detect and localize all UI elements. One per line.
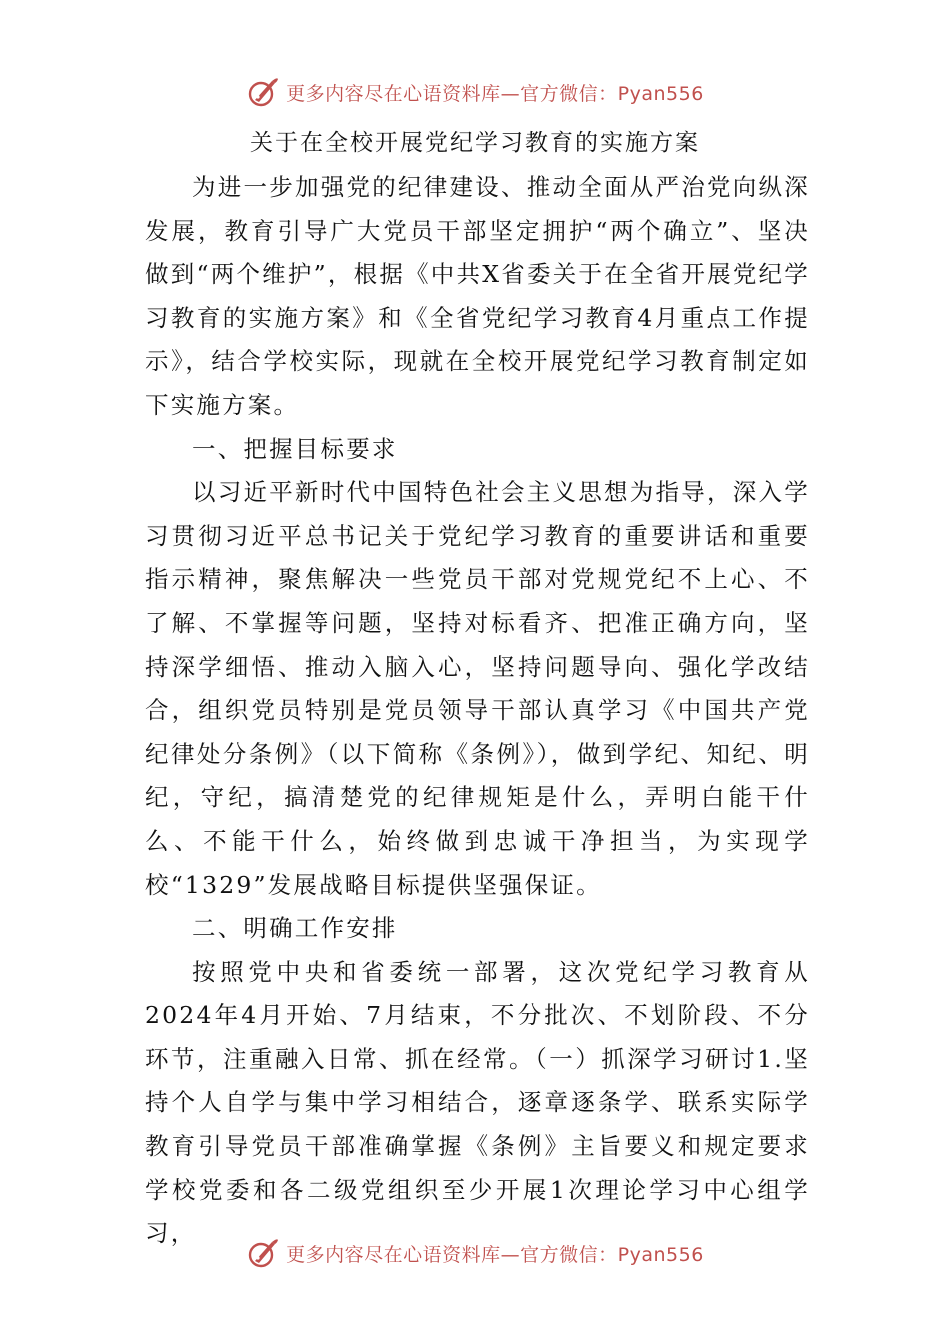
paragraph-section-1: 以习近平新时代中国特色社会主义思想为指导，深入学习贯彻习近平总书记关于党纪学习教育的重要讲话和重要指示精神，聚焦解决一些党员干部对党规党纪不上心、不了解、不掌握等问题，坚持对标看齐、把准正确方向，坚持深学细悟、推动入脑入心，坚持问题导向、强化学改结合，组织党员特别是党员领导干部认真学习《中国共产党纪律处分条例》（以下简称《条例》），做到学纪、知纪、明纪，守纪，搞清楚党的纪律规矩是什么，弄明白能干什么、不能干什么，始终做到忠诚干净担当，为实现学校“1329”发展战略目标提供坚强保证。 (145, 478, 810, 899)
paragraph-intro: 为进一步加强党的纪律建设、推动全面从严治党向纵深发展，教育引导广大党员干部坚定拥护“两个确立”、坚决做到“两个维护”，根据《中共X省委关于在全省开展党纪学习教育的实施方案》和《全省党纪学习教育4月重点工作提示》，结合学校实际，现就在全校开展党纪学习教育制定如下实施方案。 (145, 173, 810, 419)
watermark-main-text: 更多内容尽在心语资料库 (286, 1243, 501, 1266)
watermark-contact-text: 官方微信：Pyan556 (520, 82, 704, 105)
document-body (145, 166, 810, 1256)
watermark-header (0, 72, 950, 112)
paragraph-section-2: 按照党中央和省委统一部署，这次党纪学习教育从2024年4月开始、7月结束，不分批次、不划阶段、不分环节，注重融入日常、抓在经常。（一）抓深学习研讨1.坚持个人自学与集中学习相结合，逐章逐条学、联系实际学教育引导党员干部准确掌握《条例》主旨要义和规定要求学校党委和各二级党组织至少开展1次理论学习中心组学习， (145, 957, 810, 1248)
watermark-main-text: 更多内容尽在心语资料库 (286, 82, 501, 105)
document-title: 关于在全校开展党纪学习教育的实施方案 (250, 130, 700, 156)
watermark-separator: — (500, 1243, 521, 1266)
watermark-separator: — (500, 82, 521, 105)
heading-section-2: 二、明确工作安排 (192, 914, 398, 943)
watermark-text (286, 79, 704, 106)
watermark-footer (0, 1233, 950, 1273)
heading-section-1: 一、把握目标要求 (192, 434, 398, 463)
watermark-contact-text: 官方微信：Pyan556 (520, 1243, 704, 1266)
watermark-text (286, 1240, 704, 1267)
quill-pen-logo-icon (246, 1236, 280, 1270)
quill-pen-logo-icon (246, 75, 280, 109)
